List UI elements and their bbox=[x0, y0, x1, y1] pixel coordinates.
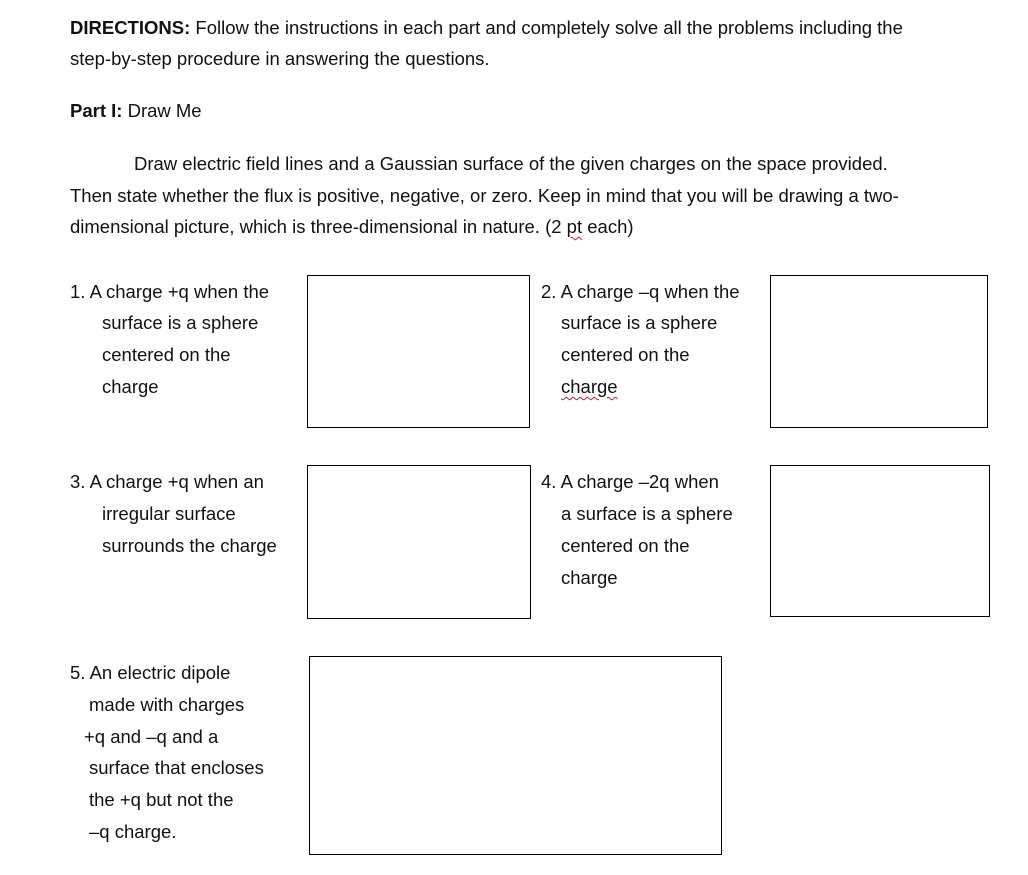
problem-3-text: A charge +q when an bbox=[89, 471, 264, 492]
directions-line-1 bbox=[70, 17, 903, 39]
problem-4-number: 4. bbox=[541, 471, 557, 492]
problem-2-line-1 bbox=[541, 281, 740, 303]
problem-1-line-3: centered on the bbox=[102, 344, 231, 365]
instructions-line-3 bbox=[70, 216, 634, 238]
problem-3-line-1 bbox=[70, 471, 264, 493]
problem-4-line-4: charge bbox=[561, 567, 618, 588]
instructions-line-2: Then state whether the flux is positive, negative, or zero. Keep in mind that you will be drawing a two- bbox=[70, 185, 899, 206]
problem-1-line-1 bbox=[70, 281, 269, 303]
answer-box-2[interactable] bbox=[770, 275, 988, 428]
problem-5-line-1 bbox=[70, 662, 230, 684]
answer-box-1[interactable] bbox=[307, 275, 530, 428]
answer-box-4[interactable] bbox=[770, 465, 990, 617]
instructions-line-3-end: each) bbox=[582, 216, 634, 237]
problem-5-number: 5. bbox=[70, 662, 86, 683]
answer-box-3[interactable] bbox=[307, 465, 531, 619]
problem-3-line-3: surrounds the charge bbox=[102, 535, 277, 556]
part-label: Part I: bbox=[70, 100, 123, 121]
problem-4-line-3: centered on the bbox=[561, 535, 690, 556]
problem-2-text: A charge –q when the bbox=[560, 281, 740, 302]
problem-1-number: 1. bbox=[70, 281, 86, 302]
problem-4-line-2: a surface is a sphere bbox=[561, 503, 733, 524]
directions-label: DIRECTIONS: bbox=[70, 17, 191, 38]
problem-2-line-3: centered on the bbox=[561, 344, 690, 365]
problem-1-line-4: charge bbox=[102, 376, 159, 397]
part-heading bbox=[70, 100, 202, 122]
problem-5-text: An electric dipole bbox=[89, 662, 231, 683]
problem-2-line-2: surface is a sphere bbox=[561, 312, 718, 333]
spellcheck-flagged-word: pt bbox=[566, 216, 583, 237]
problem-3-line-2: irregular surface bbox=[102, 503, 236, 524]
part-title: Draw Me bbox=[127, 100, 202, 121]
problem-3-number: 3. bbox=[70, 471, 86, 492]
problem-4-line-1 bbox=[541, 471, 719, 493]
directions-text-2: step-by-step procedure in answering the questions. bbox=[70, 48, 490, 69]
problem-4-text: A charge –2q when bbox=[560, 471, 719, 492]
instructions-line-3-start: dimensional picture, which is three-dimensional in nature. (2 bbox=[70, 216, 567, 237]
problem-2-number: 2. bbox=[541, 281, 557, 302]
problem-5-line-5: the +q but not the bbox=[89, 789, 234, 810]
problem-5-line-4: surface that encloses bbox=[89, 757, 264, 778]
instructions-line-1: Draw electric field lines and a Gaussian surface of the given charges on the space provided. bbox=[134, 153, 888, 174]
problem-1-text: A charge +q when the bbox=[89, 281, 270, 302]
directions-text-1: Follow the instructions in each part and completely solve all the problems including the bbox=[195, 17, 903, 38]
problem-5-line-6: –q charge. bbox=[89, 821, 177, 842]
problem-5-line-2: made with charges bbox=[89, 694, 245, 715]
answer-box-5[interactable] bbox=[309, 656, 722, 855]
problem-2-line-4: charge bbox=[561, 376, 618, 397]
problem-5-line-3: +q and –q and a bbox=[84, 726, 219, 747]
problem-1-line-2: surface is a sphere bbox=[102, 312, 259, 333]
